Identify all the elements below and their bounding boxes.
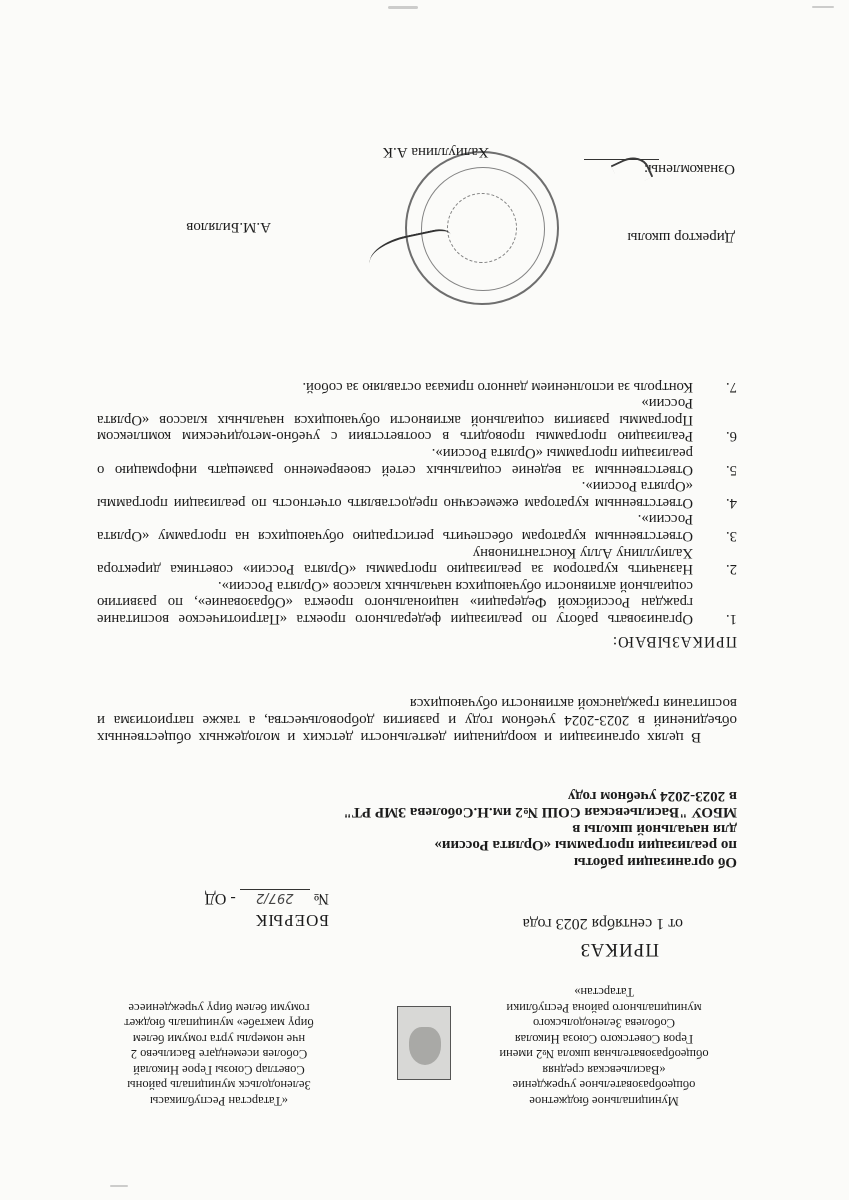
header-line: Героя Советского Союза Николая — [514, 1032, 694, 1046]
header-line: общеобразовательное учреждение — [512, 1078, 696, 1093]
item-number: 5. — [725, 461, 737, 478]
subject-line: в 2023-2024 учебном году — [567, 788, 737, 804]
order-directive-heading: ПРИКАЗЫВАЮ: — [611, 633, 737, 650]
director-label: Директор школы — [627, 229, 735, 245]
subject-line: для начальной школы в — [572, 821, 737, 837]
director-name: А.М.Билялов — [186, 219, 271, 235]
header-line: «Васильевская средняя — [542, 1063, 666, 1077]
header-line: Татарстан» — [574, 985, 634, 1000]
header-line: бирү мәктәбе» муниципаль бюджет — [124, 1016, 314, 1031]
order-title-tatar: БОЕРЫК — [255, 911, 329, 930]
number-suffix: - ОД — [204, 890, 236, 907]
item-text: Организовать работу по реализации федерального проекта «Патриотическое воспитание граждан Российской Федерации» национального проекта «Образование», по развитию социальной активности обучающихся начальных классов «Орлята России». — [97, 577, 693, 627]
item-text: Назначить куратором за реализацию программы «Орлята России» советника директора Халиуллину Аллу Константиновну — [97, 544, 693, 578]
header-line: гомуми белем бирү учреждениесе — [128, 1001, 310, 1015]
header-line: нче номерлы урта гомуми белем — [132, 1032, 306, 1046]
item-number: 3. — [725, 528, 737, 545]
subject-line: МБОУ "Васильевская СОШ №2 им.Н.Соболева ЗМР РТ" — [343, 804, 737, 821]
subject-line: по реализации программы «Орлята России» — [434, 837, 737, 854]
header-line: общеобразовательная школа №2 имени — [499, 1047, 709, 1062]
header-line: Советлар Союзы Герое Николай — [133, 1063, 305, 1077]
header-line: Соболев исемендәге Васильево 2 — [130, 1047, 308, 1062]
item-text: Ответственным кураторам ежемесячно предоставлять отчетность по реализации программы «Орлята России». — [97, 478, 693, 511]
header-line: муниципального района Республики — [506, 1001, 702, 1015]
item-number: 2. — [725, 561, 737, 578]
order-date: от 1 сентября 2023 года — [522, 915, 683, 932]
handwritten-number: 297/2 — [240, 889, 310, 905]
order-preamble: В целях организации и координации деятельности детских и молодежных общественных объединений в 2023-2024 учебном году и развития добровольчества, а также патриотизма и воспитания гражданской активности обучающихся — [97, 695, 737, 745]
item-text: Ответственным кураторам обеспечить регистрацию обучающихся на программу «Орлята России». — [97, 511, 693, 545]
item-number: 6. — [725, 428, 737, 445]
item-number: 1. — [725, 611, 737, 627]
item-text: Реализацию программы проводить в соответствии с учебно-методическим комплексом Программы развития социальной активности обучающихся начальных классов «Орлята России» — [97, 395, 693, 445]
item-text: Контроль за исполнением данного приказа оставляю за собой. — [302, 378, 693, 395]
item-number: 7. — [725, 378, 737, 395]
item-text: Ответственным за ведение социальных сетей своевременно размещать информацию о реализации программы «Орлята России». — [97, 445, 693, 478]
subject-line: Об организации работы — [573, 854, 737, 870]
item-number: 4. — [725, 494, 737, 511]
acknowledged-label: Ознакомлены: — [643, 161, 735, 177]
header-line: Муниципальное бюджетное — [529, 1094, 679, 1108]
number-sign: № — [313, 890, 329, 907]
header-line: Соболева Зеленодольского — [532, 1016, 676, 1031]
acknowledged-name: Халиуллина А.К — [383, 144, 489, 160]
header-line: «Татарстан Республикасы — [149, 1094, 289, 1108]
order-title-russian: ПРИКАЗ — [579, 939, 659, 960]
header-line: Зеленодольск муниципаль районы — [127, 1078, 311, 1093]
